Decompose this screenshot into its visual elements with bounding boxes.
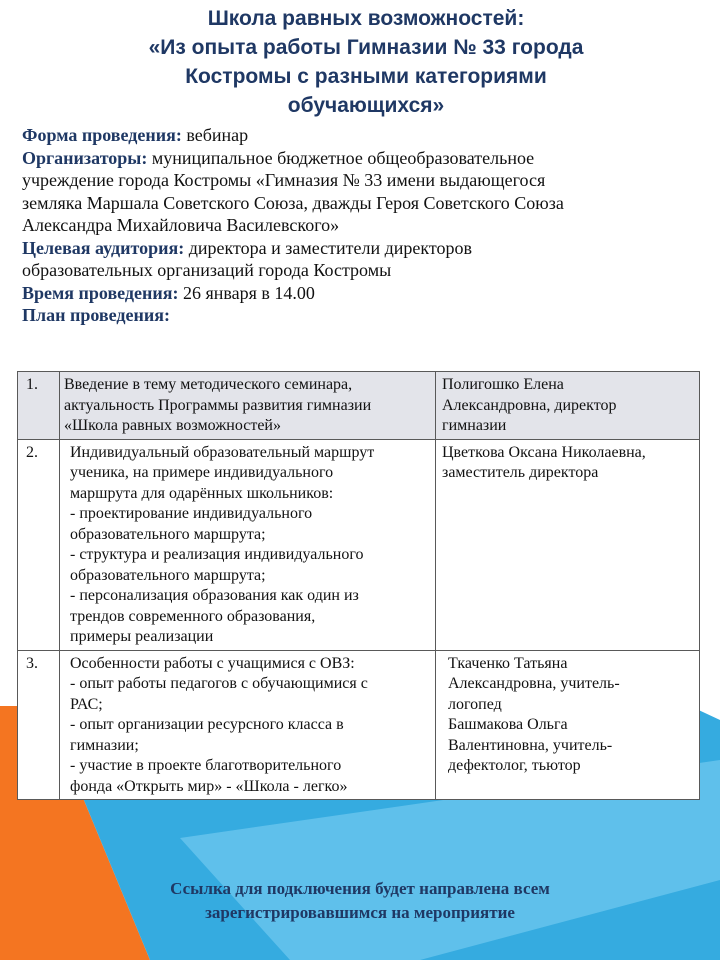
text-line: Введение в тему методического семинара,	[64, 376, 353, 393]
form-value: вебинар	[181, 125, 249, 145]
text-line: - опыт организации ресурсного класса в	[70, 716, 344, 733]
title-line: обучающихся»	[287, 94, 445, 117]
organizers-value: муниципальное бюджетное общеобразовательное	[147, 147, 535, 168]
text-line: - опыт работы педагогов с обучающимися с	[70, 675, 368, 692]
text-line: дефектолог, тьютор	[448, 757, 581, 774]
title-line: Школа равных возможностей:	[207, 7, 525, 30]
text-line: логопед	[448, 695, 502, 713]
text-line: ученика, на примере индивидуального	[70, 464, 334, 481]
table-row	[18, 439, 700, 650]
text-line: Александровна, учитель-	[448, 675, 620, 692]
text-line: «Школа равных возможностей»	[64, 417, 281, 434]
title-line: Костромы с разными категориями	[185, 65, 547, 88]
text-line: - структура и реализация индивидуального	[70, 546, 364, 563]
text-line: Индивидуальный образовательный маршрут	[70, 443, 375, 461]
text-line: Александровна, директор	[442, 396, 617, 414]
text-line: примеры реализации	[70, 628, 214, 645]
row-description	[60, 650, 436, 800]
text-line: Цветкова Оксана Николаевна,	[442, 443, 646, 461]
text-line: образовательного маршрута;	[70, 525, 266, 543]
audience-value: директора и заместители директоров	[184, 237, 473, 258]
time-label: Время проведения:	[22, 282, 179, 303]
audience-value: образовательных организаций города Костромы	[22, 260, 392, 280]
audience-label: Целевая аудитория:	[22, 237, 185, 258]
time-line	[22, 282, 702, 305]
organizers-value: Александра Михайловича Василевского»	[22, 215, 340, 235]
text-line: - персонализация образования как один из	[70, 587, 359, 604]
organizers-value: учреждение города Костромы «Гимназия № 33 имени выдающегося	[22, 170, 546, 190]
row-responsible	[436, 650, 700, 800]
row-description	[60, 439, 436, 650]
row-number: 1.	[18, 372, 60, 440]
text-line: РАС;	[70, 695, 103, 713]
plan-label: План проведения:	[22, 305, 170, 325]
text-line: Полигошко Елена	[442, 376, 564, 393]
row-responsible	[436, 439, 700, 650]
footer-line: зарегистрировавшимся на мероприятие	[205, 903, 515, 922]
time-value: 26 января в 14.00	[178, 282, 315, 303]
row-responsible	[436, 372, 700, 440]
row-description	[60, 372, 436, 440]
row-number: 3.	[18, 650, 60, 800]
text-line: Валентиновна, учитель-	[448, 736, 613, 754]
text-line: гимназии;	[70, 736, 139, 754]
table-row	[18, 650, 700, 800]
text-line: - участие в проекте благотворительного	[70, 757, 342, 774]
footer-line: Ссылка для подключения будет направлена всем	[170, 879, 550, 898]
text-line: заместитель директора	[442, 464, 599, 481]
text-line: маршрута для одарённых школьников:	[70, 484, 334, 502]
organizers-value: земляка Маршала Советского Союза, дважды Героя Советского Союза	[22, 192, 564, 213]
organizers-label: Организаторы:	[22, 147, 148, 168]
page-title	[40, 4, 692, 120]
table-row	[18, 372, 700, 440]
text-line: трендов современного образования,	[70, 607, 316, 625]
text-line: образовательного маршрута;	[70, 566, 266, 584]
text-line: Ткаченко Татьяна	[448, 654, 568, 672]
form-label: Форма проведения:	[22, 125, 182, 145]
title-line: «Из опыта работы Гимназии № 33 города	[148, 36, 584, 59]
form-line	[22, 124, 702, 147]
footer-note	[110, 877, 610, 925]
audience-line	[22, 237, 702, 260]
event-info	[22, 124, 702, 327]
text-line: Башмакова Ольга	[448, 716, 568, 733]
organizers-line	[22, 147, 702, 170]
plan-line	[22, 304, 702, 327]
row-number: 2.	[18, 439, 60, 650]
text-line: Особенности работы с учащимися с ОВЗ:	[70, 654, 355, 672]
text-line: фонда «Открыть мир» - «Школа - легко»	[70, 777, 348, 795]
text-line: гимназии	[442, 417, 507, 434]
text-line: актуальность Программы развития гимназии	[64, 396, 372, 414]
text-line: - проектирование индивидуального	[70, 505, 313, 522]
plan-table	[17, 371, 700, 800]
